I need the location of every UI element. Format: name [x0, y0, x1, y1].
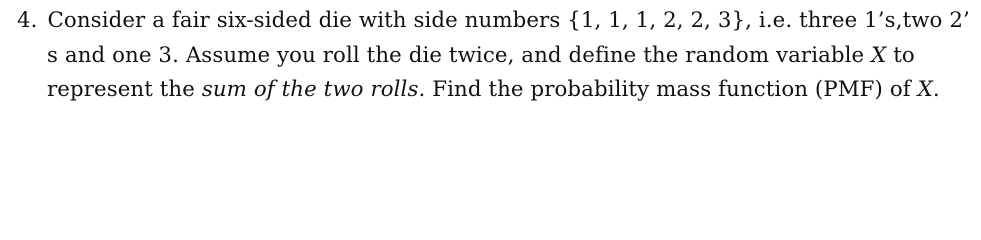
math-set: {1, 1, 1, 2, 2, 3}: [567, 8, 746, 33]
text-segment: Find the probability mass function (PMF) of: [425, 77, 918, 102]
problem-line-3: [47, 76, 940, 104]
emphasized-text: sum of the two rolls.: [201, 77, 426, 102]
problem-line-2: [47, 42, 915, 70]
text-segment: represent the: [47, 77, 202, 102]
problem-4: [0, 0, 981, 116]
text-segment: .: [932, 77, 940, 102]
math-variable-x: X: [871, 43, 887, 68]
problem-number: 4.: [17, 8, 38, 33]
text-segment: , i.e. three 1’s,two 2’: [745, 8, 970, 33]
problem-line-1: [17, 7, 970, 35]
math-variable-x: X: [917, 77, 933, 102]
text-segment: to: [886, 43, 915, 68]
text-segment: Consider a fair six-sided die with side numbers: [47, 8, 568, 33]
text-segment: s and one 3. Assume you roll the die twice, and define the random variable: [47, 43, 872, 68]
